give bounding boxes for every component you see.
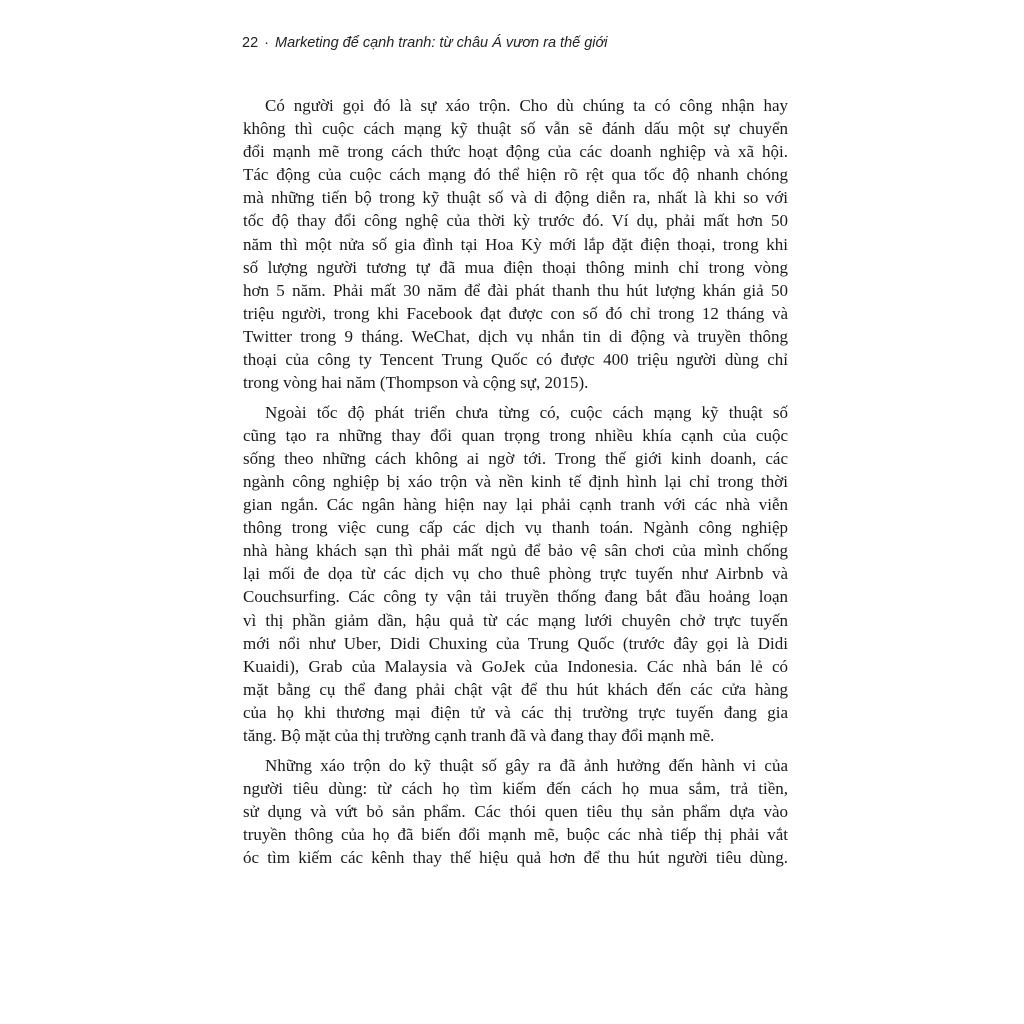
text-line: tốc độ thay đổi công nghệ của thời kỳ trước đó. Ví dụ, phải mất hơn 50 (243, 211, 788, 231)
text-line: hơn 5 năm. Phải mất 30 năm để đài phát thanh thu hút lượng khán giả 50 (243, 280, 788, 300)
text-line: óc tìm kiếm các kênh thay thế hiệu quả hơn để thu hút người tiêu dùng. (243, 848, 788, 867)
text-line: sử dụng và vứt bỏ sản phẩm. Các thói quen tiêu thụ sản phẩm dựa vào (243, 801, 788, 821)
paragraph-2 (243, 401, 788, 747)
text-line: của họ khi thương mại điện tử và các thị trường trực tuyến đang gia (243, 702, 788, 722)
text-line: Những xáo trộn do kỹ thuật số gây ra đã ảnh hưởng đến hành vi của (265, 755, 788, 775)
text-line: truyền thông của họ đã biến đổi mạnh mẽ, buộc các nhà tiếp thị phải vắt (243, 824, 788, 844)
header-separator: · (264, 35, 269, 51)
text-line: tăng. Bộ mặt của thị trường cạnh tranh đã và đang thay đổi mạnh mẽ. (243, 726, 715, 746)
text-line: Tác động của cuộc cách mạng đó thể hiện rõ rệt qua tốc độ nhanh chóng (243, 165, 788, 185)
text-line: Có người gọi đó là sự xáo trộn. Cho dù chúng ta có công nhận hay (265, 96, 788, 115)
text-line: đổi mạnh mẽ trong cách thức hoạt động của các doanh nghiệp và xã hội. (243, 142, 788, 162)
body-text (243, 94, 788, 876)
text-line: mặt bằng cụ thể đang phải chật vật để thu hút khách đến các cửa hàng (243, 679, 788, 699)
text-line: ngành công nghiệp bị xáo trộn và nền kinh tế định hình lại chỉ trong thời (243, 472, 788, 491)
text-line: trong vòng hai năm (Thompson và cộng sự, 2015). (243, 373, 589, 393)
text-line: cũng tạo ra những thay đổi quan trọng trong nhiều khía cạnh của cuộc (243, 425, 788, 445)
text-line: nhà hàng khách sạn thì phải mất ngủ để bảo vệ sân chơi của mình chống (243, 541, 788, 561)
page-number: 22 (242, 35, 259, 51)
paragraph-1 (243, 94, 788, 394)
text-line: người tiêu dùng: từ cách họ tìm kiếm đến cách họ mua sắm, trả tiền, (243, 778, 788, 798)
text-line: sống theo những cách không ai ngờ tới. Trong thế giới kinh doanh, các (243, 448, 788, 468)
text-line: mà những tiến bộ trong kỹ thuật số và di động diễn ra, nhất là khi so với (243, 188, 788, 208)
text-line: không thì cuộc cách mạng kỹ thuật số vẫn sẽ đánh dấu một sự chuyển (243, 119, 788, 139)
text-line: Couchsurfing. Các công ty vận tải truyền thống đang bắt đầu hoảng loạn (243, 587, 788, 607)
text-line: mới nổi như Uber, Didi Chuxing của Trung Quốc (trước đây gọi là Didi (243, 633, 788, 653)
text-line: số lượng người tương tự đã mua điện thoại thông minh chỉ trong vòng (243, 257, 788, 277)
book-title: Marketing để cạnh tranh: từ châu Á vươn ra thế giới (274, 35, 608, 51)
text-line: thoại của công ty Tencent Trung Quốc có được 400 triệu người dùng chỉ (243, 350, 788, 370)
text-line: gian ngắn. Các ngân hàng hiện nay lại phải cạnh tranh với các nhà viễn (243, 495, 788, 515)
paragraph-3 (243, 754, 788, 869)
text-line: năm thì một nửa số gia đình tại Hoa Kỳ mới lắp đặt điện thoại, trong khi (243, 234, 788, 254)
text-line: triệu người, trong khi Facebook đạt được con số đó chỉ trong 12 tháng và (243, 303, 788, 323)
running-header (242, 35, 608, 51)
text-line: Kuaidi), Grab của Malaysia và GoJek của Indonesia. Các nhà bán lẻ có (243, 656, 788, 676)
text-line: lại mối đe dọa từ các dịch vụ cho thuê phòng trực tuyến như Airbnb và (243, 564, 788, 584)
text-line: Ngoài tốc độ phát triển chưa từng có, cuộc cách mạng kỹ thuật số (265, 402, 788, 422)
text-line: thông trong việc cung cấp các dịch vụ thanh toán. Ngành công nghiệp (243, 518, 788, 538)
text-line: vì thị phần giảm dần, hậu quả từ các mạng lưới chuyên chở trực tuyến (243, 610, 788, 630)
text-line: Twitter trong 9 tháng. WeChat, dịch vụ nhắn tin di động và truyền thông (243, 326, 788, 346)
